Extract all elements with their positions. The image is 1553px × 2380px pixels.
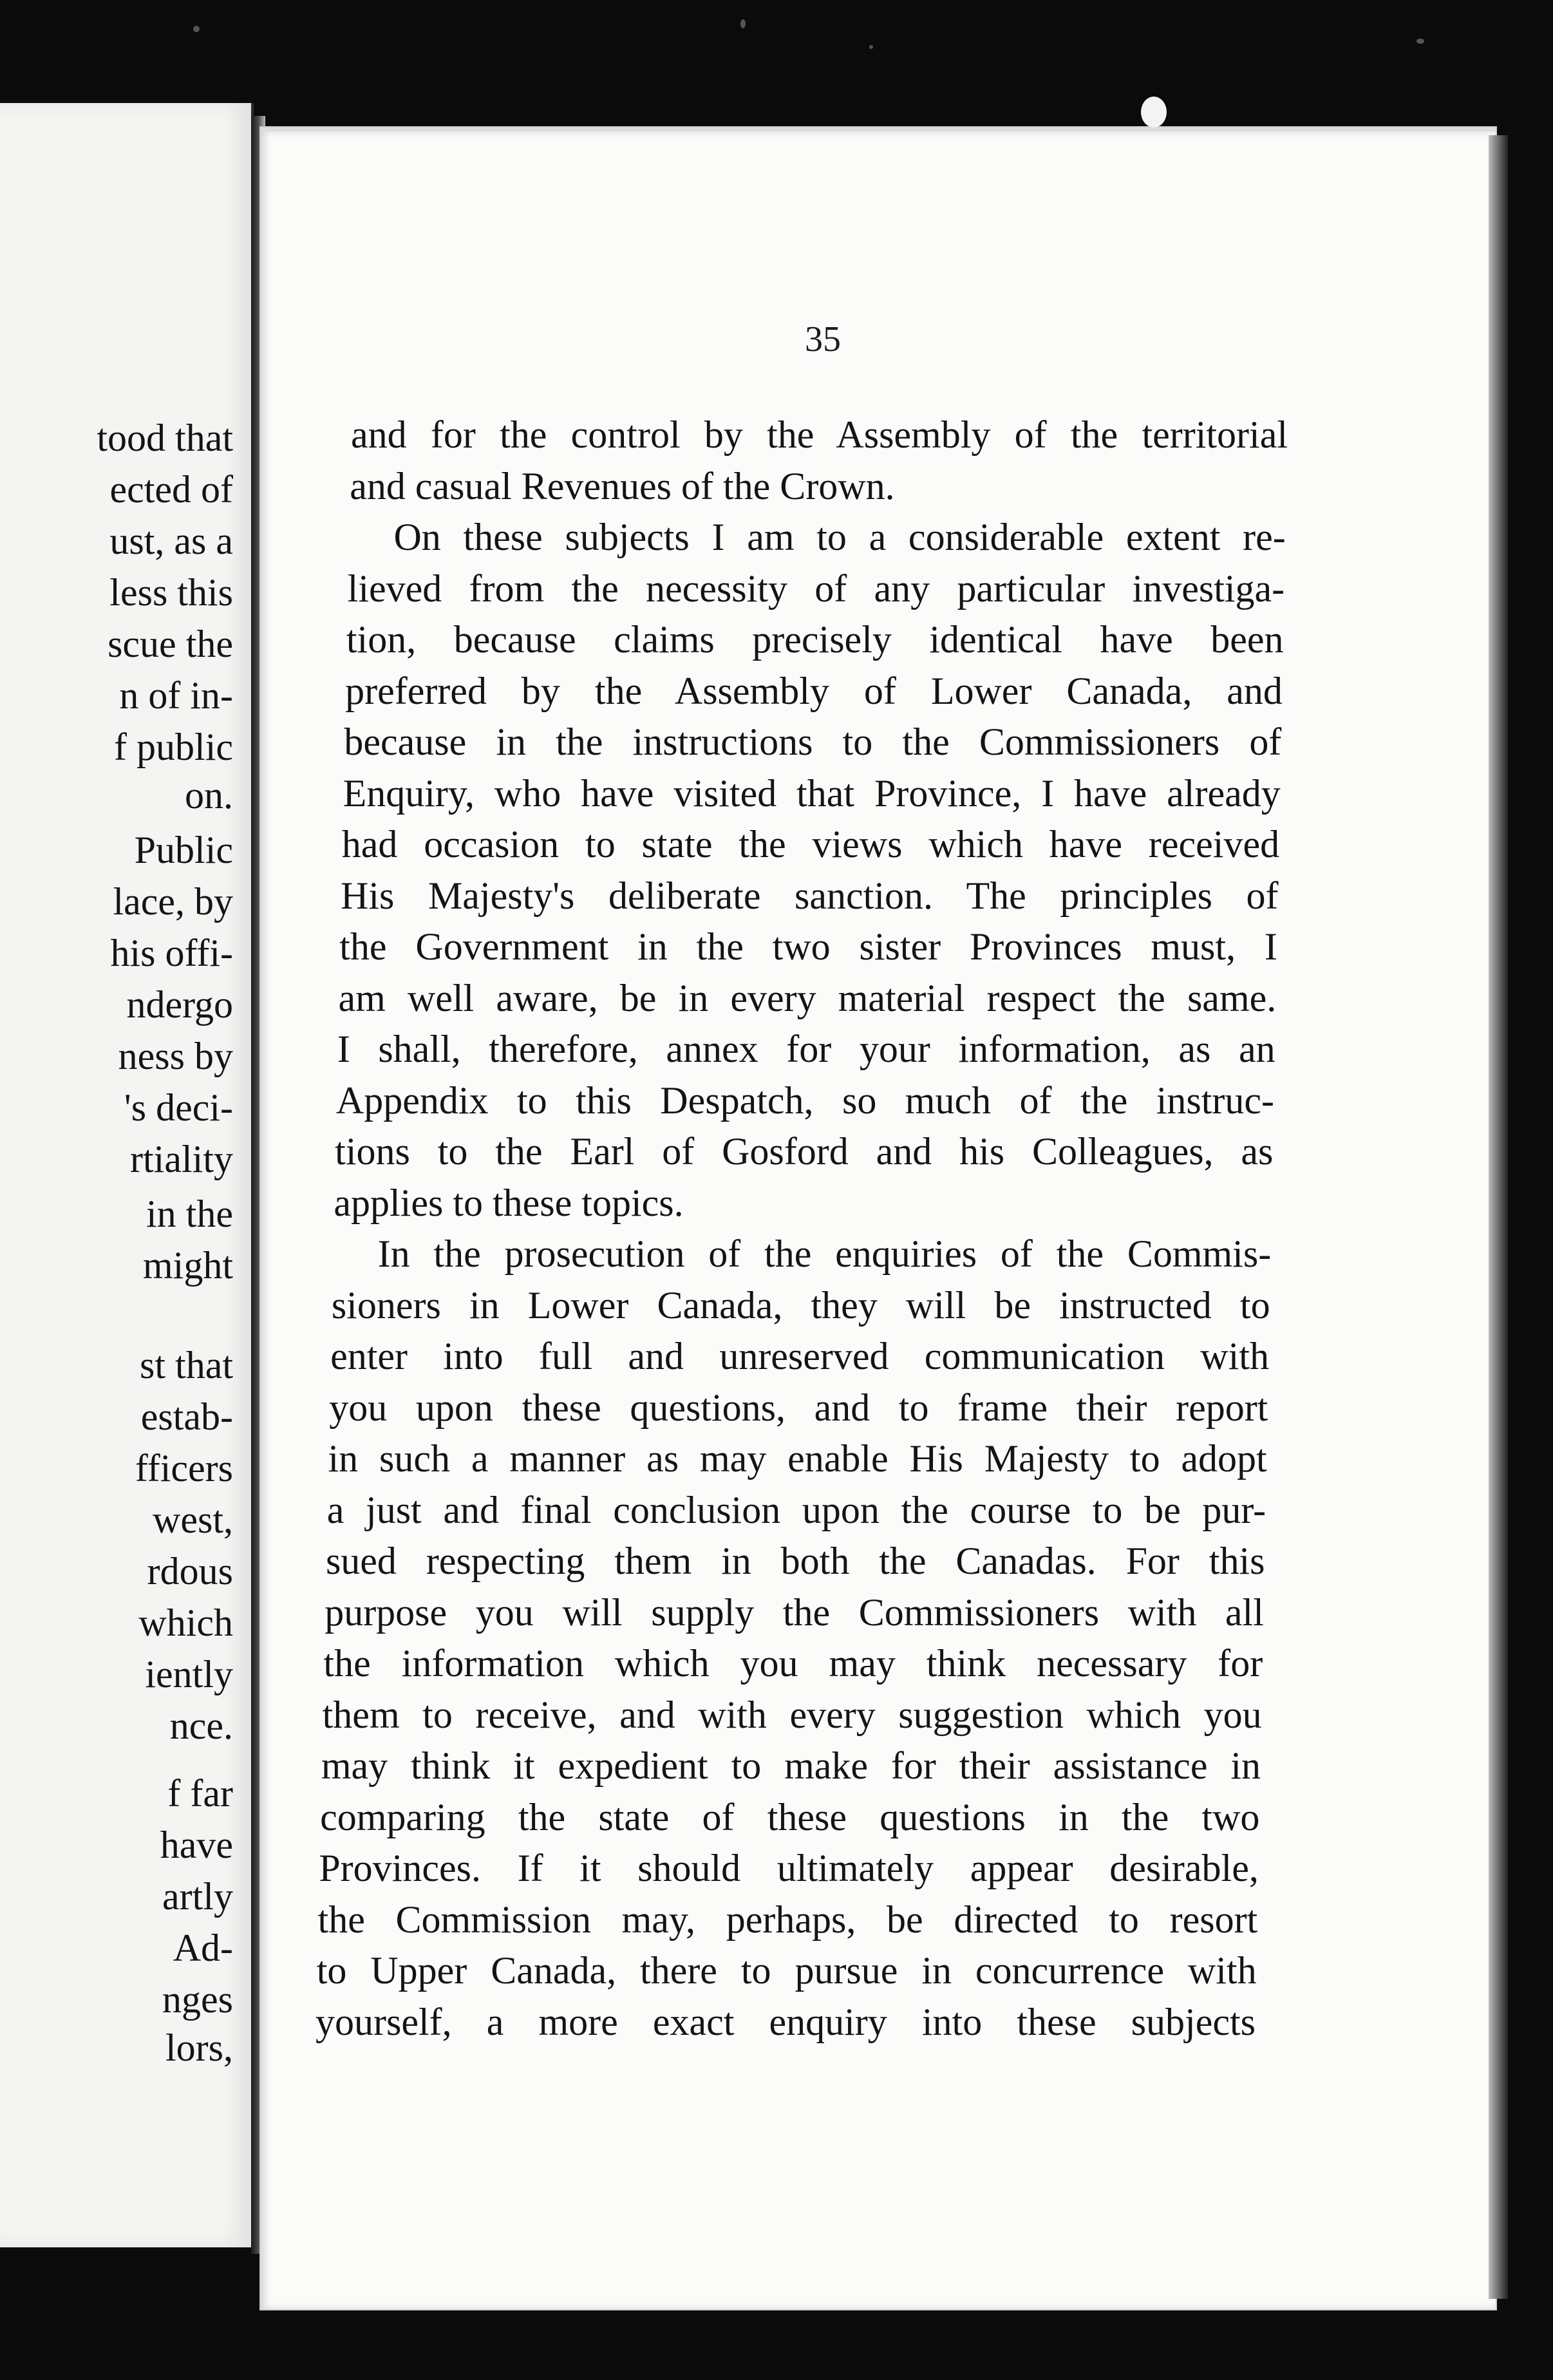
- text-line: the Government in the two sister Provinces must, I: [339, 925, 1277, 968]
- paragraph-first-line: On these subjects I am to a considerable extent re-: [393, 516, 1286, 558]
- text-line: tion, because claims precisely identical have been: [346, 618, 1284, 661]
- left-page-line: less this: [109, 571, 233, 614]
- text-line: lieved from the necessity of any particular investiga-: [347, 567, 1285, 610]
- text-line: a just and final conclusion upon the course to be pur-: [326, 1488, 1266, 1531]
- left-page-line: iently: [145, 1653, 233, 1695]
- left-page-line: Public: [134, 829, 233, 871]
- scan-speck: [1141, 97, 1167, 128]
- page-number: 35: [805, 319, 841, 359]
- left-page-line: fficers: [135, 1447, 233, 1489]
- text-line: and for the control by the Assembly of the territorial: [351, 413, 1288, 456]
- text-line: the Commission may, perhaps, be directed to resort: [317, 1898, 1258, 1941]
- left-page-line: f public: [114, 726, 233, 768]
- left-page-line: rdous: [147, 1550, 233, 1592]
- text-line: you upon these questions, and to frame their report: [329, 1386, 1268, 1429]
- text-line: His Majesty's deliberate sanction. The principles of: [341, 874, 1279, 917]
- text-line: to Upper Canada, there to pursue in concurrence with: [316, 1949, 1257, 1992]
- scan-speck: [740, 19, 746, 28]
- left-page-line: nges: [162, 1978, 233, 2021]
- left-page-line: have: [160, 1824, 233, 1866]
- left-page-line: tood that: [97, 417, 233, 459]
- left-page-line: scue the: [108, 623, 233, 665]
- left-page-line: west,: [153, 1498, 233, 1541]
- text-line: preferred by the Assembly of Lower Canada, and: [345, 669, 1283, 712]
- text-line: may think it expedient to make for their assistance in: [321, 1744, 1261, 1787]
- scan-speck: [869, 45, 873, 49]
- left-page-line: Ad-: [173, 1927, 233, 1969]
- text-line: tions to the Earl of Gosford and his Colleagues, as: [335, 1130, 1274, 1173]
- text-line: yourself, a more exact enquiry into these subjects: [315, 2000, 1256, 2043]
- left-page-line: might: [142, 1244, 233, 1287]
- left-page-line: f far: [167, 1772, 233, 1815]
- left-page-line: artly: [162, 1875, 233, 1918]
- left-page-line: lace, by: [113, 880, 233, 923]
- text-line: I shall, therefore, annex for your information, as an: [337, 1028, 1275, 1070]
- scan-speck: [193, 26, 200, 32]
- text-line: the information which you may think necessary for: [323, 1642, 1263, 1685]
- text-line: Appendix to this Despatch, so much of the instruc-: [335, 1079, 1275, 1122]
- text-line: them to receive, and with every suggestion which you: [322, 1693, 1262, 1736]
- left-page-line: ust, as a: [109, 520, 233, 562]
- left-page-line: ected of: [109, 468, 233, 511]
- left-page-line: n of in-: [119, 674, 233, 717]
- text-line: am well aware, be in every material respect the same.: [338, 976, 1277, 1019]
- text-line: Enquiry, who have visited that Province, I have already: [343, 771, 1281, 815]
- text-line: applies to these topics.: [334, 1181, 684, 1224]
- left-page-line: 's deci-: [124, 1086, 233, 1129]
- text-line: sued respecting them in both the Canadas. For this: [325, 1540, 1265, 1582]
- left-page-line: ness by: [118, 1035, 233, 1077]
- left-page-line: lors,: [165, 2026, 233, 2069]
- text-line: and casual Revenues of the Crown.: [350, 464, 895, 507]
- text-line: purpose you will supply the Commissioners with all: [325, 1591, 1264, 1634]
- left-page-line: nce.: [169, 1705, 233, 1747]
- text-line: because in the instructions to the Commissioners of: [344, 721, 1282, 763]
- left-page-line: on.: [185, 774, 233, 817]
- left-page-line: in the: [146, 1193, 233, 1235]
- left-page-line: his offi-: [110, 932, 233, 974]
- left-page-line: estab-: [140, 1395, 233, 1438]
- left-page-line: which: [138, 1601, 233, 1644]
- text-line: in such a manner as may enable His Majesty to adopt: [328, 1437, 1267, 1480]
- left-page-line: st that: [140, 1344, 233, 1386]
- text-line: Provinces. If it should ultimately appear desirable,: [319, 1847, 1259, 1889]
- left-page-line: rtiality: [130, 1138, 233, 1180]
- text-line: enter into full and unreserved communication with: [330, 1335, 1269, 1377]
- text-line: had occasion to state the views which have received: [341, 823, 1280, 865]
- text-line: comparing the state of these questions in the two: [320, 1795, 1260, 1838]
- paragraph-first-line: In the prosecution of the enquiries of the Commis-: [377, 1232, 1272, 1275]
- text-line: sioners in Lower Canada, they will be instructed to: [331, 1283, 1270, 1327]
- page-edge: [1489, 135, 1508, 2299]
- left-page-line: ndergo: [126, 983, 233, 1026]
- scan-speck: [1417, 39, 1424, 44]
